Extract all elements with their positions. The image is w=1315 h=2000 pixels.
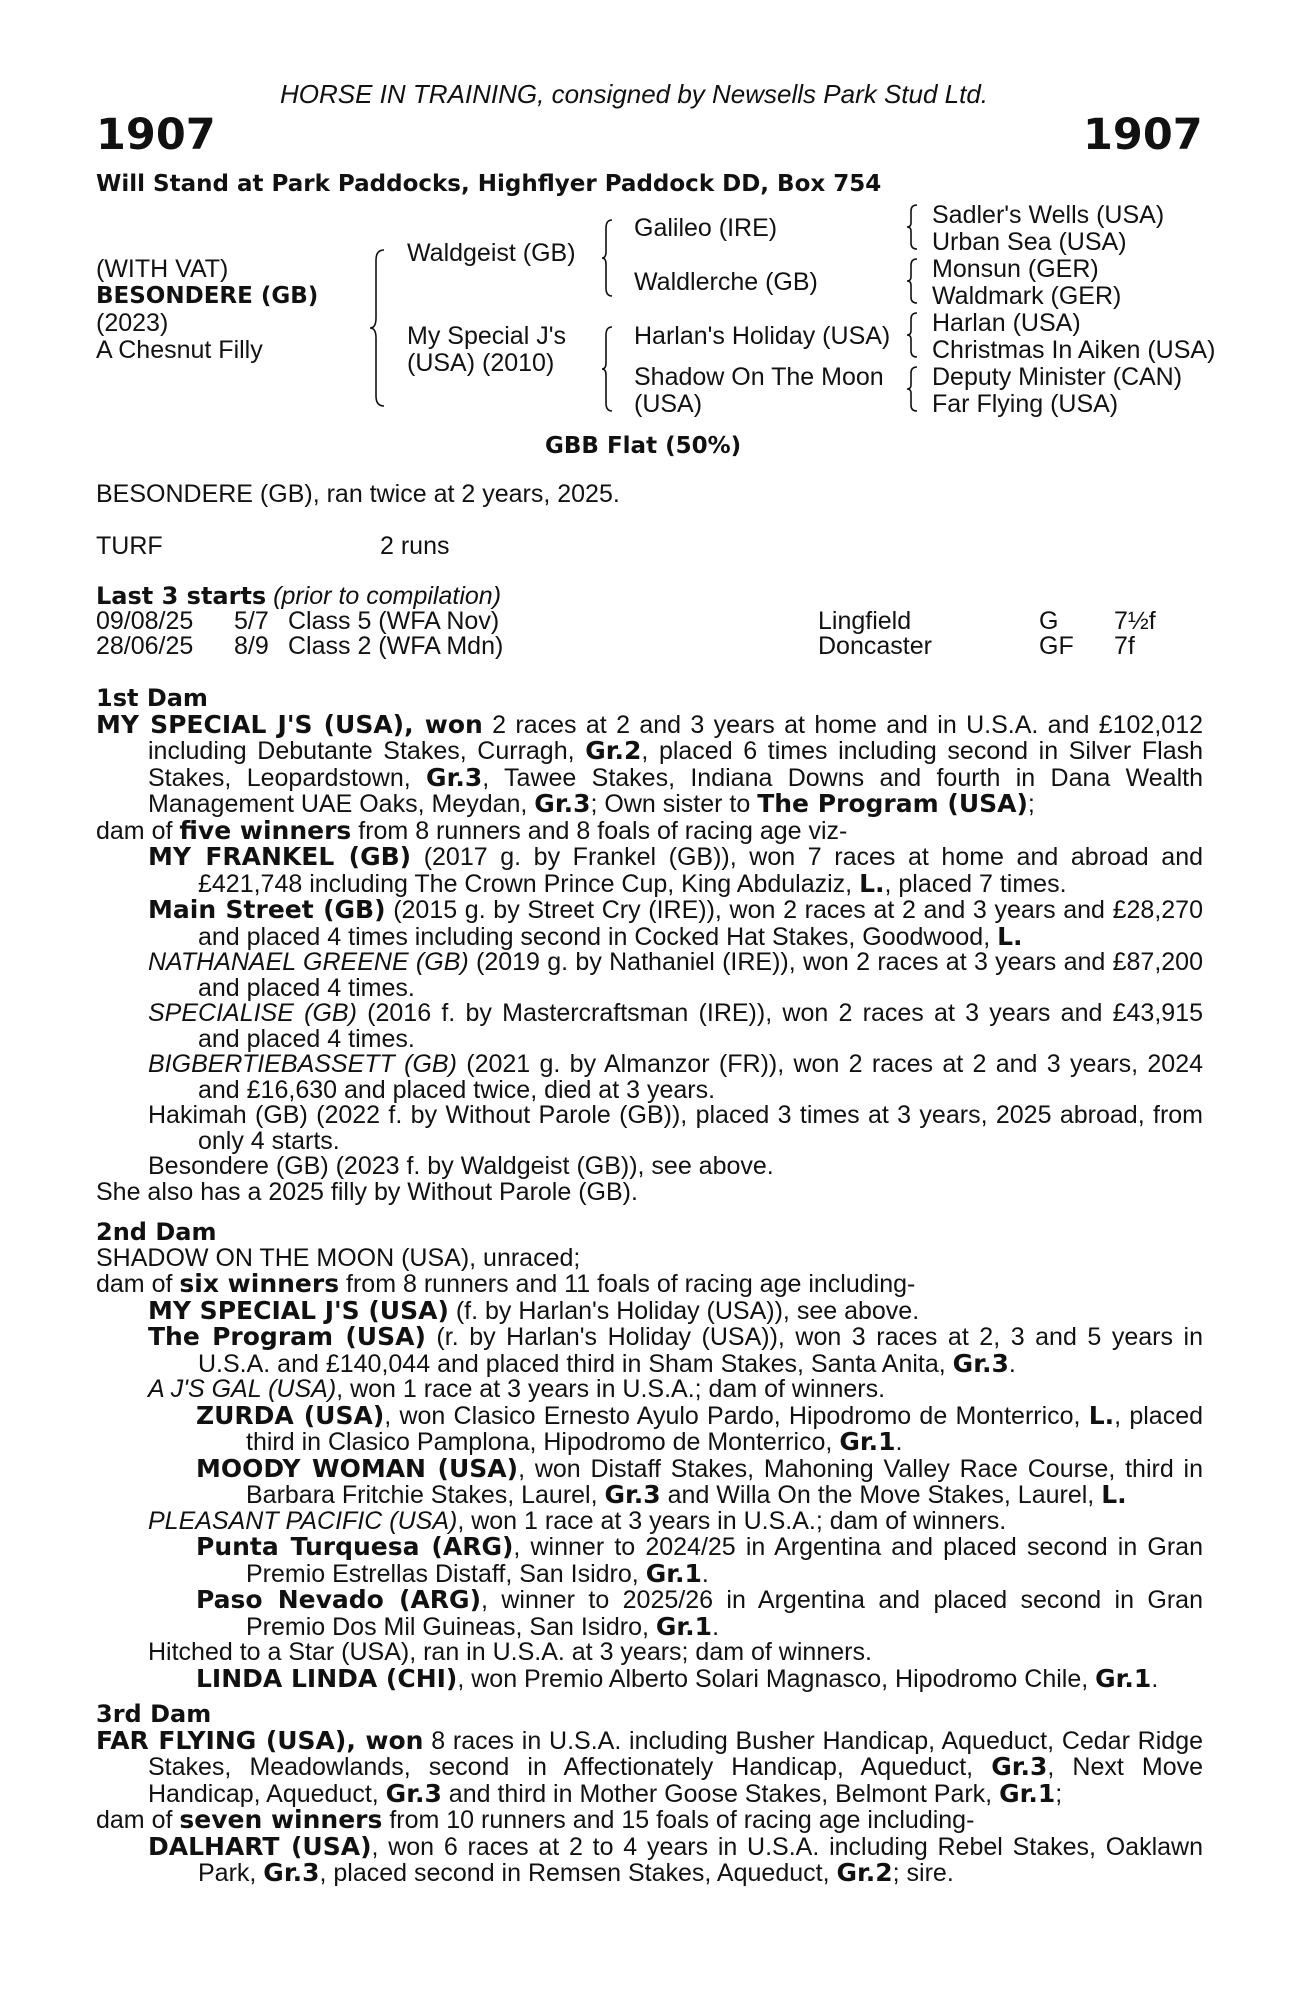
lot-number-left: 1907	[96, 110, 216, 160]
produce-name: NATHANAEL GREENE (GB)	[148, 948, 469, 976]
grade: Gr.3	[263, 1858, 320, 1887]
last-starts-heading	[96, 584, 501, 610]
ggs-3: Monsun (GER)	[932, 255, 1099, 283]
sibling-name: The Program (USA)	[757, 789, 1028, 818]
dam-name: FAR FLYING (USA)	[96, 1725, 347, 1755]
dam-footer: She also has a 2025 filly by Without Parole (GB).	[96, 1177, 638, 1206]
section-heading: 1st Dam	[96, 684, 208, 712]
text: 2 races at 2 and 3 years at home and in U.S.A. and £102,012 including Debutante Stakes, Curragh,	[148, 710, 1203, 765]
grade: Gr.1	[999, 1778, 1056, 1808]
text: .	[712, 1612, 720, 1641]
dam-of-line	[96, 1807, 1203, 1834]
produce-name: SPECIALISE (GB)	[148, 999, 357, 1027]
text: from 8 runners and 8 foals of racing age viz-	[351, 816, 848, 845]
start-position: 8/9	[234, 632, 269, 660]
text: .	[701, 1559, 709, 1588]
text: dam of	[96, 1806, 180, 1834]
pedigree-brace-main	[368, 248, 386, 408]
text: .	[895, 1428, 903, 1456]
grade: Gr.3	[991, 1752, 1048, 1781]
grade: Gr.3	[604, 1480, 661, 1509]
start-position: 5/7	[234, 607, 269, 635]
grade: Gr.3	[426, 762, 483, 792]
produce-item	[96, 897, 1203, 950]
text: , Tawee Stakes, Indiana Downs and fourth in Dana Wealth Management UAE Oaks, Meydan,	[148, 763, 1203, 818]
winners-count: five winners	[179, 815, 352, 845]
text: , placed 6 times including second in Silver Flash Stakes, Leopardstown,	[148, 737, 1203, 792]
produce-item	[96, 1831, 1203, 1887]
grade: L.	[859, 868, 885, 898]
won-word: won	[424, 709, 483, 739]
produce-name: PLEASANT PACIFIC (USA)	[148, 1506, 458, 1535]
text: (2016 f. by Mastercraftsman (IRE)), won 2 races at 3 years and £43,915 and placed 4 times.	[198, 999, 1203, 1053]
pedigree-brace-dam	[600, 325, 614, 413]
sire-sire: Galileo (IRE)	[634, 214, 778, 242]
text: (2017 g. by Frankel (GB)), won 7 races at home and abroad and £421,748 including The Crown Prince Cup, King Abdulaziz,	[198, 843, 1204, 898]
dam-record: SHADOW ON THE MOON (USA), unraced;	[96, 1243, 581, 1272]
text: , won Distaff Stakes, Mahoning Valley Race Course, third in Barbara Fritchie Stakes, Laurel,	[246, 1454, 1204, 1509]
start-course: Doncaster	[818, 632, 932, 660]
ggs-6: Christmas In Aiken (USA)	[932, 336, 1216, 364]
start-course: Lingfield	[818, 607, 912, 635]
horse-block	[96, 256, 318, 364]
last-starts-table	[96, 609, 1206, 661]
text: , winner to 2025/26 in Argentina and placed second in Gran Premio Dos Mil Guineas, San Isidro,	[246, 1586, 1203, 1641]
text: .	[1008, 1349, 1016, 1378]
text: , placed second in Remsen Stakes, Aqueduct,	[319, 1859, 837, 1887]
text: , Next Move Handicap, Aqueduct,	[148, 1753, 1203, 1808]
consignment-line: HORSE IN TRAINING, consigned by Newsells Park Stud Ltd.	[280, 79, 989, 109]
pedigree-great-grandparents	[932, 202, 1215, 418]
won-label: ,	[404, 709, 425, 739]
text: .	[1151, 1664, 1159, 1693]
text: (2021 g. by Almanzor (FR)), won 2 races at 2 and 3 years, 2024 and £16,630 and placed twice, died at 3 years.	[198, 1050, 1203, 1104]
text: from 8 runners and 11 foals of racing age including-	[339, 1270, 916, 1298]
grandproduce-item	[96, 1534, 1203, 1587]
dam-name: MY SPECIAL J'S (USA)	[96, 709, 405, 739]
start-date: 09/08/25	[96, 607, 194, 635]
last-starts-title: Last 3 starts	[96, 582, 267, 610]
dam-of-line	[96, 815, 1203, 845]
produce-name: LINDA LINDA (CHI)	[196, 1663, 458, 1693]
race-summary: BESONDERE (GB), ran twice at 2 years, 2025.	[96, 480, 620, 508]
section-heading: 3rd Dam	[96, 1700, 212, 1728]
won-label: ,	[346, 1725, 366, 1755]
sire-dam: Waldlerche (GB)	[634, 268, 818, 296]
start-race: Class 2 (WFA Mdn)	[288, 632, 504, 660]
produce-name: ZURDA (USA)	[196, 1400, 385, 1430]
ggs-2: Urban Sea (USA)	[932, 228, 1127, 256]
grade: Gr.1	[655, 1611, 713, 1641]
pedigree-brace-g4	[905, 365, 919, 413]
grade: Gr.1	[839, 1427, 896, 1456]
sire: Waldgeist (GB)	[407, 239, 576, 267]
produce-name: A J'S GAL (USA)	[148, 1375, 337, 1403]
text: and Willa On the Move Stakes, Laurel,	[660, 1481, 1102, 1509]
grade: Gr.1	[645, 1558, 702, 1588]
text: , winner to 2024/25 in Argentina and placed second in Gran Premio Estrellas Distaff, San Isidro,	[246, 1533, 1203, 1588]
lot-number-right: 1907	[1083, 110, 1203, 160]
ggs-5: Harlan (USA)	[932, 309, 1081, 337]
start-distance: 7½f	[1114, 607, 1156, 635]
produce-name: Paso Nevado (ARG)	[196, 1585, 481, 1614]
grandproduce-item	[96, 1400, 1204, 1456]
surface-runs: 2 runs	[380, 532, 450, 560]
produce-item: Hitched to a Star (USA), ran in U.S.A. at 3 years; dam of winners.	[148, 1638, 872, 1666]
produce-item	[96, 1324, 1203, 1377]
surface-label: TURF	[96, 532, 163, 560]
pedigree-brace-g2	[905, 257, 919, 305]
vat-note: (WITH VAT)	[96, 255, 229, 283]
winners-count: six winners	[179, 1269, 340, 1298]
dam-sire: Harlan's Holiday (USA)	[634, 322, 891, 350]
text: and third in Mother Goose Stakes, Belmont Park,	[441, 1779, 1000, 1808]
grade: Gr.1	[1095, 1663, 1152, 1693]
dam: My Special J's (USA) (2010)	[407, 322, 566, 377]
produce-name: DALHART (USA)	[148, 1831, 372, 1861]
produce-name: Main Street (GB)	[148, 895, 386, 924]
produce-item	[96, 1052, 1203, 1103]
section-heading: 2nd Dam	[96, 1218, 217, 1246]
text: , placed third in Clasico Pamplona, Hipodromo de Monterrico,	[246, 1401, 1204, 1456]
text: , won 1 race at 3 years in U.S.A.; dam of winners.	[336, 1375, 886, 1403]
produce-name: BIGBERTIEBASSETT (GB)	[148, 1050, 457, 1078]
pedigree-brace-g3	[905, 311, 919, 359]
text: dam of	[96, 816, 180, 845]
text: ; sire.	[892, 1859, 954, 1887]
produce-item: Besondere (GB) (2023 f. by Waldgeist (GB)), see above.	[148, 1152, 774, 1180]
winners-count: seven winners	[179, 1805, 383, 1834]
text: (2015 g. by Street Cry (IRE)), won 2 races at 2 and 3 years and £28,270 and placed 4 times including second in Cocked Hat Stakes, Goodwood,	[198, 896, 1203, 951]
dam-of-line	[96, 1271, 1203, 1298]
pedigree-brace-g1	[905, 203, 919, 251]
grade: Gr.2	[836, 1858, 893, 1887]
text: from 10 runners and 15 foals of racing age including-	[382, 1806, 975, 1834]
third-dam-section	[96, 1702, 1203, 1887]
text: (2019 g. by Nathaniel (IRE)), won 2 races at 3 years and £87,200 and placed 4 times.	[198, 948, 1203, 1002]
produce-item	[96, 1001, 1203, 1052]
produce-name: MOODY WOMAN (USA)	[196, 1453, 519, 1483]
produce-name: Punta Turquesa (ARG)	[196, 1532, 514, 1561]
ggs-1: Sadler's Wells (USA)	[932, 201, 1165, 229]
produce-item	[96, 950, 1203, 1001]
first-dam-section	[96, 686, 1203, 1205]
text: (r. by Harlan's Holiday (USA)), won 3 races at 2, 3 and 5 years in U.S.A. and £140,044 and placed third in Sham Stakes, Santa Anita,	[198, 1323, 1203, 1378]
produce-item: Hakimah (GB) (2022 f. by Without Parole (GB)), placed 3 times at 3 years, 2025 abroad, from only 4 starts.	[148, 1101, 1203, 1155]
start-going: G	[1039, 607, 1059, 635]
grandproduce-item	[96, 1587, 1203, 1640]
second-dam-section	[96, 1220, 1203, 1692]
text: , placed 7 times.	[884, 869, 1067, 898]
foal-year: (2023)	[96, 309, 169, 337]
produce-item	[96, 1295, 1203, 1325]
grade: Gr.2	[585, 736, 642, 765]
ggs-8: Far Flying (USA)	[932, 390, 1119, 418]
grandproduce-item	[96, 1453, 1204, 1509]
won-word: won	[365, 1725, 424, 1755]
dam-record	[96, 709, 1203, 818]
last-starts-note: (prior to compilation)	[273, 582, 502, 610]
produce-item	[96, 1506, 1203, 1535]
grade: Gr.3	[385, 1778, 442, 1808]
ggs-7: Deputy Minister (CAN)	[932, 363, 1183, 391]
grade: Gr.3	[952, 1348, 1009, 1378]
grandproduce-item	[96, 1663, 1203, 1693]
ggs-4: Waldmark (GER)	[932, 282, 1122, 310]
stand-location: Will Stand at Park Paddocks, Highflyer Paddock DD, Box 754	[96, 171, 882, 197]
text: , won Clasico Ernesto Ayulo Pardo, Hipodromo de Monterrico,	[384, 1401, 1089, 1430]
produce-name: MY SPECIAL J'S (USA)	[148, 1295, 449, 1325]
produce-name: MY FRANKEL (GB)	[148, 842, 412, 871]
horse-description: A Chesnut Filly	[96, 336, 263, 364]
produce-item	[96, 1377, 1203, 1403]
start-distance: 7f	[1114, 632, 1135, 660]
text: (f. by Harlan's Holiday (USA)), see above.	[448, 1296, 920, 1325]
start-going: GF	[1039, 632, 1074, 660]
grade: L.	[1101, 1480, 1127, 1509]
dam-record	[96, 1725, 1203, 1808]
pedigree-brace-sire	[600, 218, 614, 298]
start-date: 28/06/25	[96, 632, 194, 660]
text: ; Own sister to	[590, 790, 758, 818]
grade: L.	[997, 921, 1023, 951]
text: , won 1 race at 3 years in U.S.A.; dam of winners.	[457, 1506, 1007, 1535]
text: , won Premio Alberto Solari Magnasco, Hipodromo Chile,	[457, 1664, 1096, 1693]
start-race: Class 5 (WFA Nov)	[288, 607, 500, 635]
grade: L.	[1088, 1400, 1115, 1430]
produce-item	[96, 844, 1203, 897]
produce-name: The Program (USA)	[148, 1322, 426, 1351]
dam-dam: Shadow On The Moon (USA)	[634, 363, 884, 418]
rating: GBB Flat (50%)	[545, 433, 742, 459]
text: dam of	[96, 1270, 180, 1298]
text: , won 6 races at 2 to 4 years in U.S.A. including Rebel Stakes, Oaklawn Park,	[198, 1832, 1203, 1887]
horse-name: BESONDERE (GB)	[96, 283, 319, 309]
text: ;	[1055, 1779, 1063, 1808]
grade: Gr.3	[534, 789, 591, 818]
text: 8 races in U.S.A. including Busher Handicap, Aqueduct, Cedar Ridge Stakes, Meadowlands, second in Affectionately Handicap, Aqueduct,	[148, 1726, 1203, 1781]
text: ;	[1027, 790, 1035, 818]
